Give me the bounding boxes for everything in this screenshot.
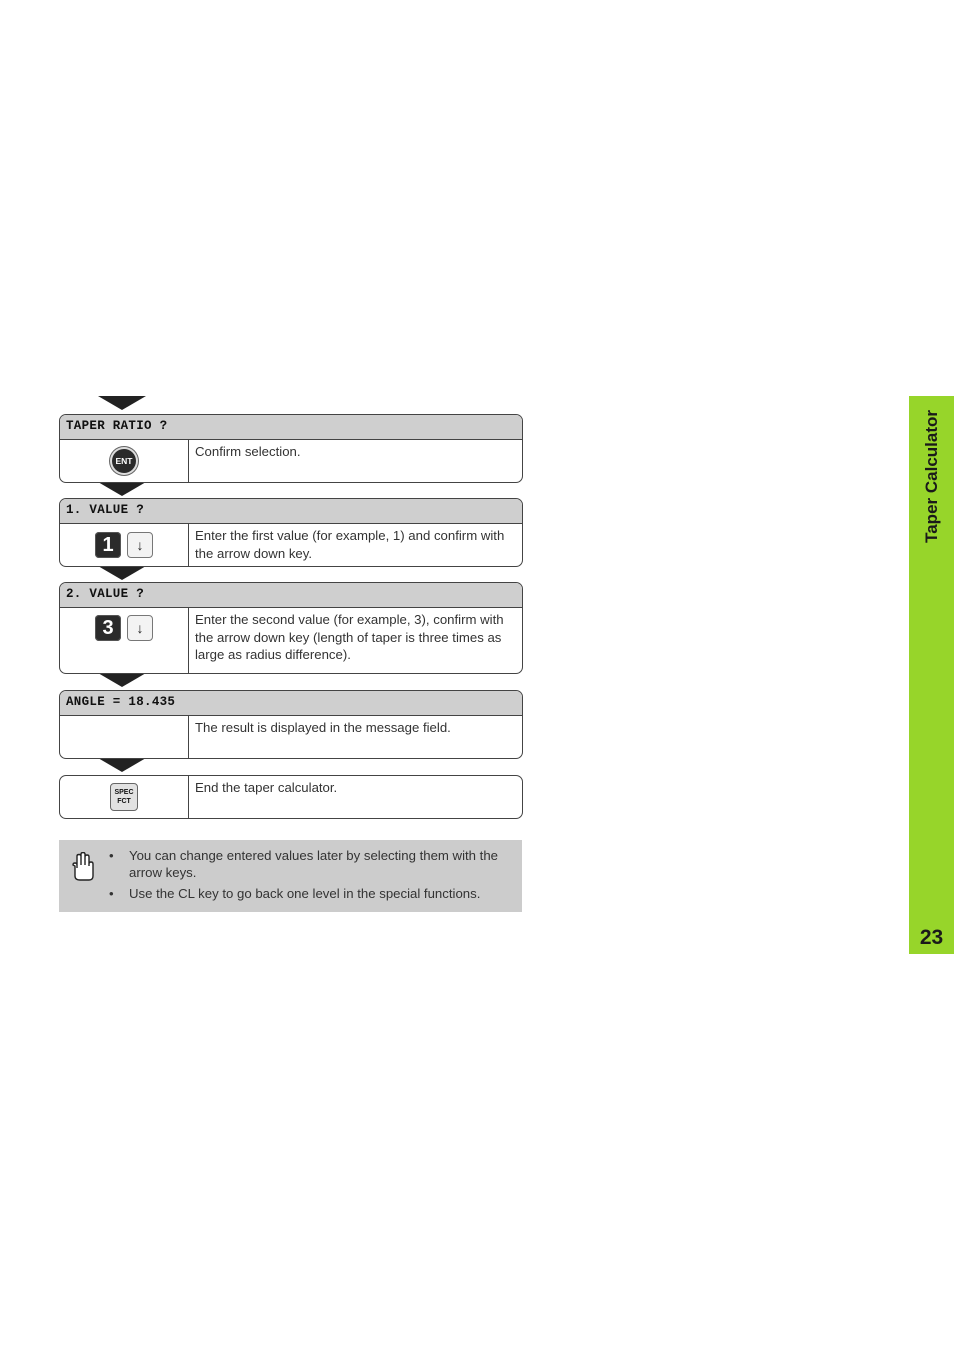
message-field: TAPER RATIO ? [60,415,522,440]
digit-3-key[interactable]: 3 [95,615,121,641]
ent-key[interactable]: ENT [112,449,136,473]
spec-fct-key[interactable]: SPEC FCT [110,783,138,811]
arrow-down-key[interactable] [127,532,153,558]
flow-arrow-1 [98,396,146,410]
message-field: 1. VALUE ? [60,499,522,524]
step-description: End the taper calculator. [195,780,338,795]
step-taper-ratio [59,414,523,483]
note-item: • Use the CL key to go back one level in the special functions. [109,885,519,902]
section-title: Taper Calculator [921,410,941,543]
step-end-calculator [59,775,523,819]
digit-1-key[interactable]: 1 [95,532,121,558]
step-second-value [59,582,523,674]
key-area [60,440,189,482]
step-first-value [59,498,523,567]
message-field: ANGLE = 18.435 [60,691,522,716]
key-area [60,608,189,673]
message-field: 2. VALUE ? [60,583,522,608]
pointing-hand-icon [71,852,97,882]
step-description: The result is displayed in the message field. [195,720,451,735]
chapter-tab [909,396,954,954]
arrow-down-key[interactable] [127,615,153,641]
note-list [109,847,519,906]
arrow-down-icon: ↓ [136,537,144,553]
flow-arrow-2 [98,482,146,496]
step-angle-result [59,690,523,759]
arrow-down-icon: ↓ [136,620,144,636]
key-area [60,716,189,758]
flow-arrow-5 [98,758,146,772]
note-item: • You can change entered values later by selecting them with the arrow keys. [109,847,519,881]
step-description: Enter the second value (for example, 3), confirm with the arrow down key (length of taper is three times as large as radius difference). [195,612,504,662]
key-area [60,524,189,566]
note-box [59,840,522,912]
flow-arrow-4 [98,673,146,687]
key-area [60,776,189,818]
flow-arrow-3 [98,566,146,580]
page-number: 23 [919,926,944,949]
step-description: Confirm selection. [195,444,301,459]
step-description: Enter the first value (for example, 1) and confirm with the arrow down key. [195,528,505,561]
